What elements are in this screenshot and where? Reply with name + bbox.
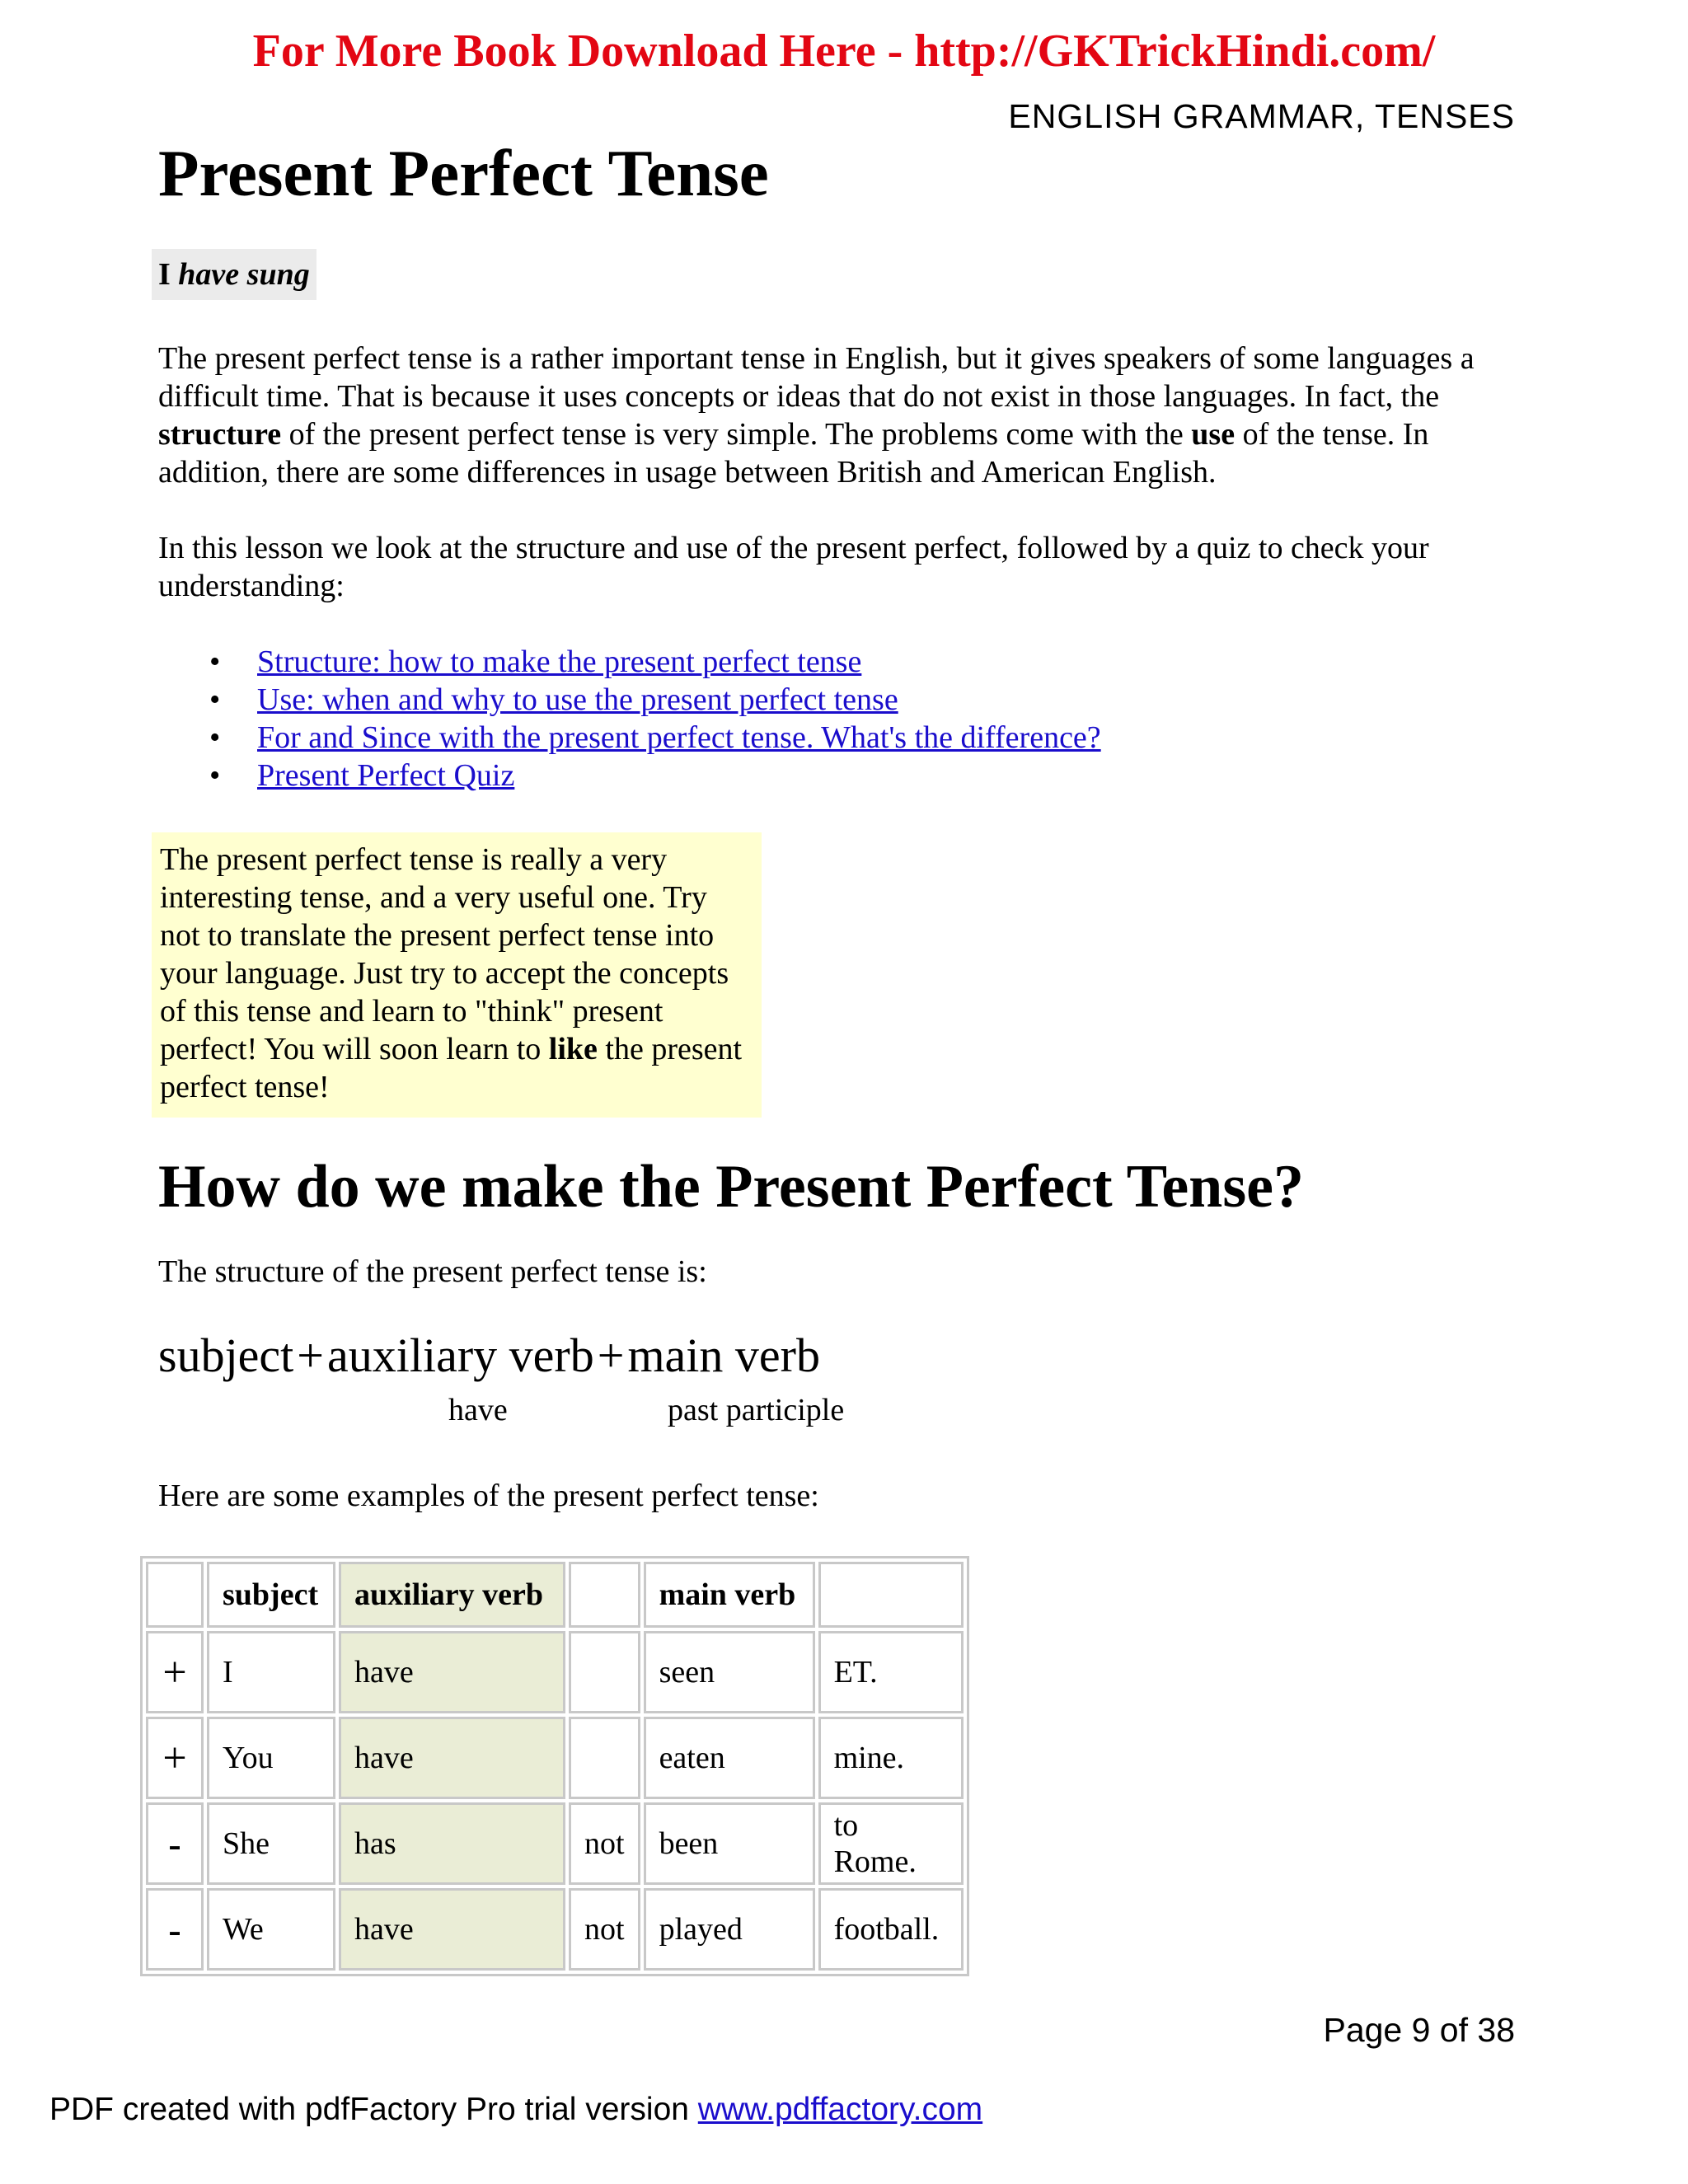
intro-paragraph [158,340,1526,491]
formula-subject: subject [158,1329,294,1382]
table-row [146,1888,964,1971]
table-header-cell: main verb [644,1562,815,1628]
intro-bold-structure: structure [158,417,282,452]
link-structure[interactable]: Structure: how to make the present perfect tense [257,644,862,679]
aux-cell: have [339,1888,565,1971]
list-item [257,643,1526,681]
table-row [146,1631,964,1713]
aux-cell: have [339,1631,565,1713]
main-verb-cell: been [644,1802,815,1885]
download-banner: For More Book Download Here - http://GKTrickHindi.com/ [252,26,1436,77]
table-header-row [146,1562,964,1628]
structure-formula [158,1327,1526,1434]
example-subject: I [158,257,171,292]
rest-cell: mine. [818,1717,964,1799]
formula-main: main verb [627,1329,820,1382]
aux-cell: has [339,1802,565,1885]
intro-text: The present perfect tense is a rather important tense in English, but it gives speakers of some languages a difficult time. That is because it uses concepts or ideas that do not exist in those languages. In fact, the [158,341,1475,414]
sign-cell: - [146,1802,204,1885]
intro-bold-use: use [1191,417,1236,452]
link-for-since[interactable]: For and Since with the present perfect tense. What's the difference? [257,720,1101,755]
formula-plus: + [297,1329,325,1382]
example-sentence [152,249,316,300]
formula-aux-sub: have [448,1393,508,1427]
link-use[interactable]: Use: when and why to use the present perfect tense [257,682,898,717]
running-head: ENGLISH GRAMMAR, TENSES [1008,97,1515,135]
table-row [146,1802,964,1885]
formula-aux: auxiliary verb [327,1329,594,1382]
page-title: Present Perfect Tense [158,136,769,210]
formula-plus: + [597,1329,625,1382]
formula-main-sub: past participle [668,1393,845,1427]
footer-text: PDF created with pdfFactory Pro trial version [49,2092,698,2127]
not-cell: not [569,1888,640,1971]
sign-cell: + [146,1631,204,1713]
sign-cell: + [146,1717,204,1799]
example-verb: have sung [178,257,310,292]
page-number: Page 9 of 38 [1323,2011,1515,2049]
footer-link[interactable]: www.pdffactory.com [697,2092,983,2127]
subject-cell: She [207,1802,335,1885]
main-verb-cell: played [644,1888,815,1971]
list-item [257,681,1526,719]
table-row [146,1717,964,1799]
intro-text: of the tense. In addition, there are some differences in usage between British and American English. [158,417,1429,490]
sign-cell: - [146,1888,204,1971]
formula-line [158,1327,1526,1385]
rest-cell: football. [818,1888,964,1971]
not-cell [569,1631,640,1713]
tip-bold-like: like [548,1032,598,1066]
not-cell [569,1717,640,1799]
structure-intro: The structure of the present perfect tense is: [158,1254,707,1289]
not-cell: not [569,1802,640,1885]
list-item [257,757,1526,794]
examples-table [140,1556,969,1976]
tip-text-start: The present perfect tense is really a very interesting tense, and a very useful one. Try not to translate the present perfect tense into your language. Just try to accept the concepts of this tense and learn to "think" present perfect! You will soon learn to [160,842,729,1066]
subject-cell: We [207,1888,335,1971]
list-item [257,719,1526,757]
aux-cell: have [339,1717,565,1799]
page-content [158,132,1526,1976]
lesson-links [158,643,1526,794]
table-header-cell: auxiliary verb [339,1562,565,1628]
link-quiz[interactable]: Present Perfect Quiz [257,758,515,793]
main-verb-cell: seen [644,1631,815,1713]
examples-intro: Here are some examples of the present perfect tense: [158,1479,819,1513]
main-verb-cell: eaten [644,1717,815,1799]
table-header-cell: subject [207,1562,335,1628]
subject-cell: You [207,1717,335,1799]
table-header-cell [569,1562,640,1628]
rest-cell: to Rome. [818,1802,964,1885]
rest-cell: ET. [818,1631,964,1713]
section-heading: How do we make the Present Perfect Tense? [158,1153,1304,1221]
subject-cell: I [207,1631,335,1713]
table-header-cell [818,1562,964,1628]
table-header-cell [146,1562,204,1628]
intro-text: of the present perfect tense is very simple. The problems come with the [281,417,1192,452]
tip-text-end: the present perfect tense! [160,1032,743,1104]
pdf-footer [49,2092,982,2128]
lesson-paragraph: In this lesson we look at the structure and use of the present perfect, followed by a quiz to check your understanding: [158,531,1429,603]
tip-text [160,841,753,1106]
tip-box [152,832,762,1118]
